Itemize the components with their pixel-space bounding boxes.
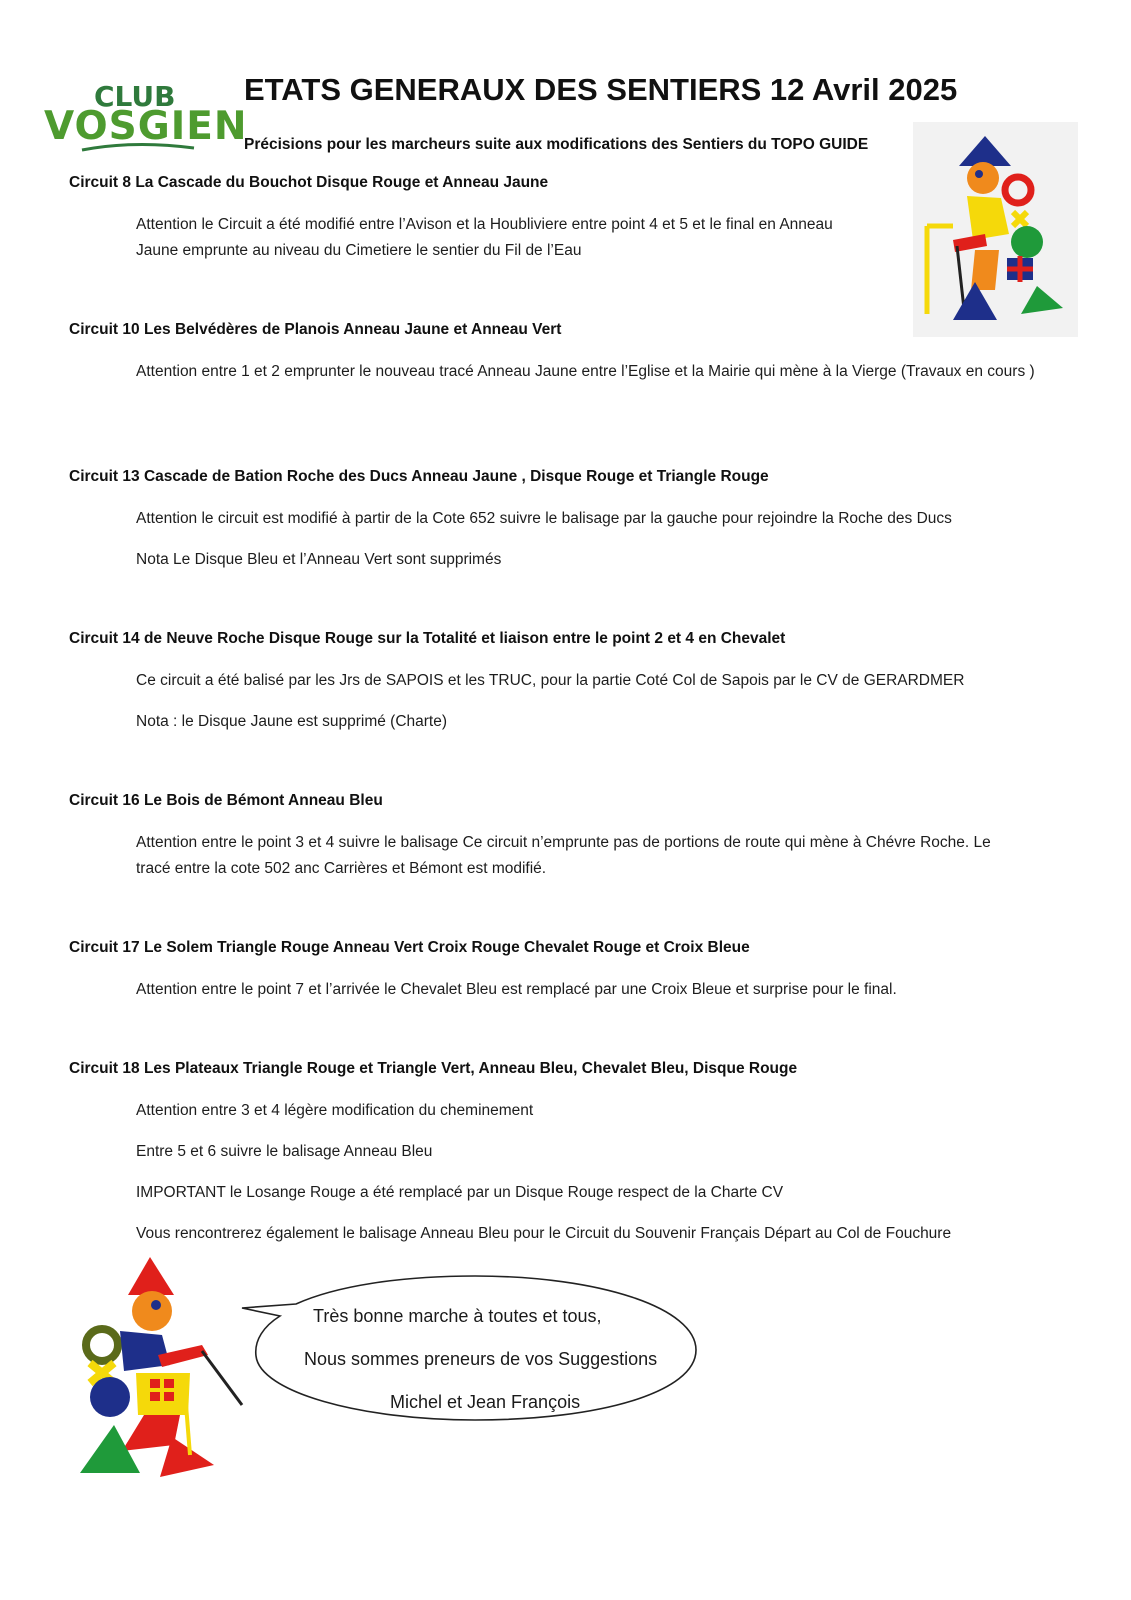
bubble-signature: Michel et Jean François xyxy=(390,1392,581,1412)
circuit-paragraph: Attention entre le point 7 et l’arrivée le Chevalet Bleu est remplacé par une Croix Bleue et surprise pour le final. xyxy=(136,981,897,998)
page-title: ETATS GENERAUX DES SENTIERS 12 Avril 2025 xyxy=(244,72,958,107)
circuit-title: Circuit 16 Le Bois de Bémont Anneau Bleu xyxy=(69,792,383,809)
circuit-title: Circuit 14 de Neuve Roche Disque Rouge sur la Totalité et liaison entre le point 2 et 4 en Chevalet xyxy=(69,630,786,647)
circuit-paragraph: Vous rencontrerez également le balisage Anneau Bleu pour le Circuit du Souvenir Français Départ au Col de Fouchure xyxy=(136,1225,952,1242)
circuit-paragraph: IMPORTANT le Losange Rouge a été remplacé par un Disque Rouge respect de la Charte CV xyxy=(136,1184,784,1201)
circuit-paragraph: Nota : le Disque Jaune est supprimé (Charte) xyxy=(136,713,448,730)
circuit-title: Circuit 10 Les Belvédères de Planois Anneau Jaune et Anneau Vert xyxy=(69,321,562,338)
circuit-title: Circuit 17 Le Solem Triangle Rouge Anneau Vert Croix Rouge Chevalet Rouge et Croix Bleue xyxy=(69,939,750,956)
circuit-paragraph: Attention entre 1 et 2 emprunter le nouveau tracé Anneau Jaune entre l’Eglise et la Mairie qui mène à la Vierge (Travaux en cours ) xyxy=(136,363,1035,380)
bubble-greeting: Très bonne marche à toutes et tous, xyxy=(313,1306,602,1326)
circuit-paragraph: Entre 5 et 6 suivre le balisage Anneau Bleu xyxy=(136,1143,433,1160)
circuit-paragraph: Attention entre 3 et 4 légère modification du cheminement xyxy=(136,1102,534,1119)
circuit-title: Circuit 8 La Cascade du Bouchot Disque Rouge et Anneau Jaune xyxy=(69,174,549,191)
circuit-paragraph: Nota Le Disque Bleu et l’Anneau Vert sont supprimés xyxy=(136,551,502,568)
walker-mascot-icon xyxy=(62,1255,262,1490)
circuit-paragraph: Attention entre le point 3 et 4 suivre le balisage Ce circuit n’emprunte pas de portions de route qui mène à Chévre Roche. Le tracé entre la cote 502 anc Carrières et Bémont est modifié. xyxy=(136,834,991,877)
circuit-title: Circuit 18 Les Plateaux Triangle Rouge et Triangle Vert, Anneau Bleu, Chevalet Bleu, Disque Rouge xyxy=(69,1060,798,1077)
bubble-suggestions: Nous sommes preneurs de vos Suggestions xyxy=(304,1349,658,1369)
circuit-paragraph: Attention le circuit est modifié à partir de la Cote 652 suivre le balisage par la gauche pour rejoindre la Roche des Ducs xyxy=(136,510,952,527)
circuit-paragraph: Ce circuit a été balisé par les Jrs de SAPOIS et les TRUC, pour la partie Coté Col de Sapois par le CV de GERARDMER xyxy=(136,672,965,689)
page-subtitle: Précisions pour les marcheurs suite aux modifications des Sentiers du TOPO GUIDE xyxy=(244,136,869,153)
circuit-paragraph: Attention le Circuit a été modifié entre l’Avison et la Houbliviere entre point 4 et 5 et le final en Anneau Jaune emprunte au niveau du Cimetiere le sentier du Fil de l’Eau xyxy=(136,216,833,259)
logo-vosgien-text: VOSGIEN xyxy=(44,104,248,149)
logo-club-text: CLUB xyxy=(94,80,176,113)
circuit-title: Circuit 13 Cascade de Bation Roche des Ducs Anneau Jaune , Disque Rouge et Triangle Rouge xyxy=(69,468,769,485)
